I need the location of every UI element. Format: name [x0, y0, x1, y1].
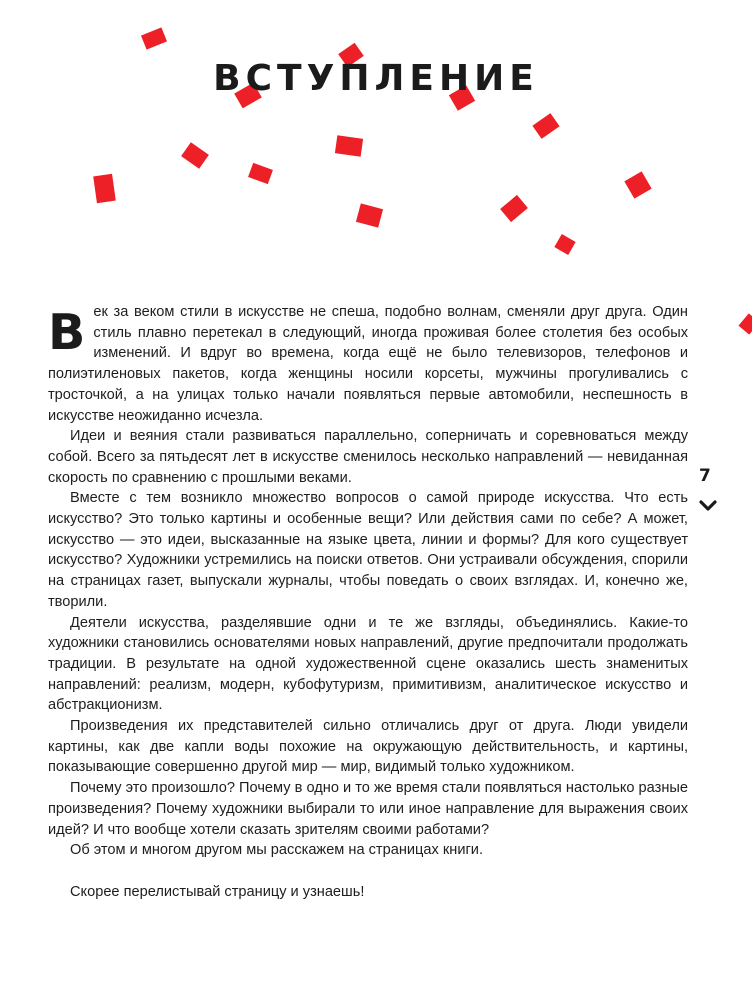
paragraph: Об этом и многом другом мы расскажем на страницах книги. [70, 842, 484, 859]
paragraph: Идеи и веяния стали развиваться параллельно, соперничать и соревноваться между собой. Всего за пятьдесят лет в искусстве сменилось несколько направлений — невиданная скорость по сравнению с прошлыми веками. [48, 428, 688, 486]
confetti-square [554, 234, 575, 255]
confetti-square [624, 171, 651, 198]
confetti-square [141, 27, 167, 49]
confetti-square [248, 163, 273, 184]
paragraph: Вместе с тем возникло множество вопросов о самой природе искусства. Что есть искусство? Это только картины и особенные вещи? Или действия сами по себе? А может, искусство — это идеи, высказанные на языке цвета, линии и формы? Для кого существует искусство? Художники устремились на поиски ответов. Они устраивали обсуждения, спорили на страницах газет, выпускали журналы, чтобы поведать о своих взглядах. И, конечно же, творили. [48, 490, 688, 610]
page-title: ВСТУПЛЕНИЕ [213, 58, 539, 99]
paragraph [48, 302, 688, 426]
confetti-square [93, 174, 116, 203]
paragraph: Деятели искусства, разделявшие одни и те же взгляды, объединялись. Какие-то художники становились основателями новых направлений, другие предпочитали продолжать традиции. В результате на одной художественной сцене оказались шесть знаменитых направлений: реализм, модерн, кубофутуризм, примитивизм, аналитическое искусство и абстракционизм. [48, 614, 688, 714]
paragraph: Почему это произошло? Почему в одно и то же время стали появляться настолько разные произведения? Почему художники выбирали то или иное направление для выражения своих идей? И что вообще хотели сказать зрителям своими работами? [48, 780, 688, 838]
confetti-square [500, 195, 528, 222]
confetti-square [181, 142, 209, 169]
page-number: 7 [699, 466, 711, 486]
paragraph: Произведения их представителей сильно отличались друг от друга. Люди увидели картины, как две капли воды похожие на окружающую действительность, и картины, показывающие совершенно другой мир — мир, видимый только художником. [48, 718, 688, 776]
confetti-square [335, 135, 363, 156]
chevron-down-icon [699, 499, 717, 513]
paragraph-text: ек за веком стили в искусстве не спеша, подобно волнам, сменяли друг друга. Один стиль плавно перетекал в следующий, иногда проживая более столетия без особых изменений. И вдруг во времена, когда ещё не было телевизоров, телефонов и полиэтиленовых пакетов, когда женщины носили корсеты, мужчины прогуливались с тросточкой, а на улицах только начали появляться первые автомобили, неспешность в искусстве неожиданно исчезла. [48, 304, 688, 424]
confetti-square [738, 313, 752, 334]
confetti-square [532, 113, 559, 139]
body-text [48, 302, 688, 903]
confetti-square [356, 203, 383, 227]
closing-line: Скорее перелистывай страницу и узнаешь! [70, 883, 365, 900]
drop-cap: В [48, 304, 86, 361]
